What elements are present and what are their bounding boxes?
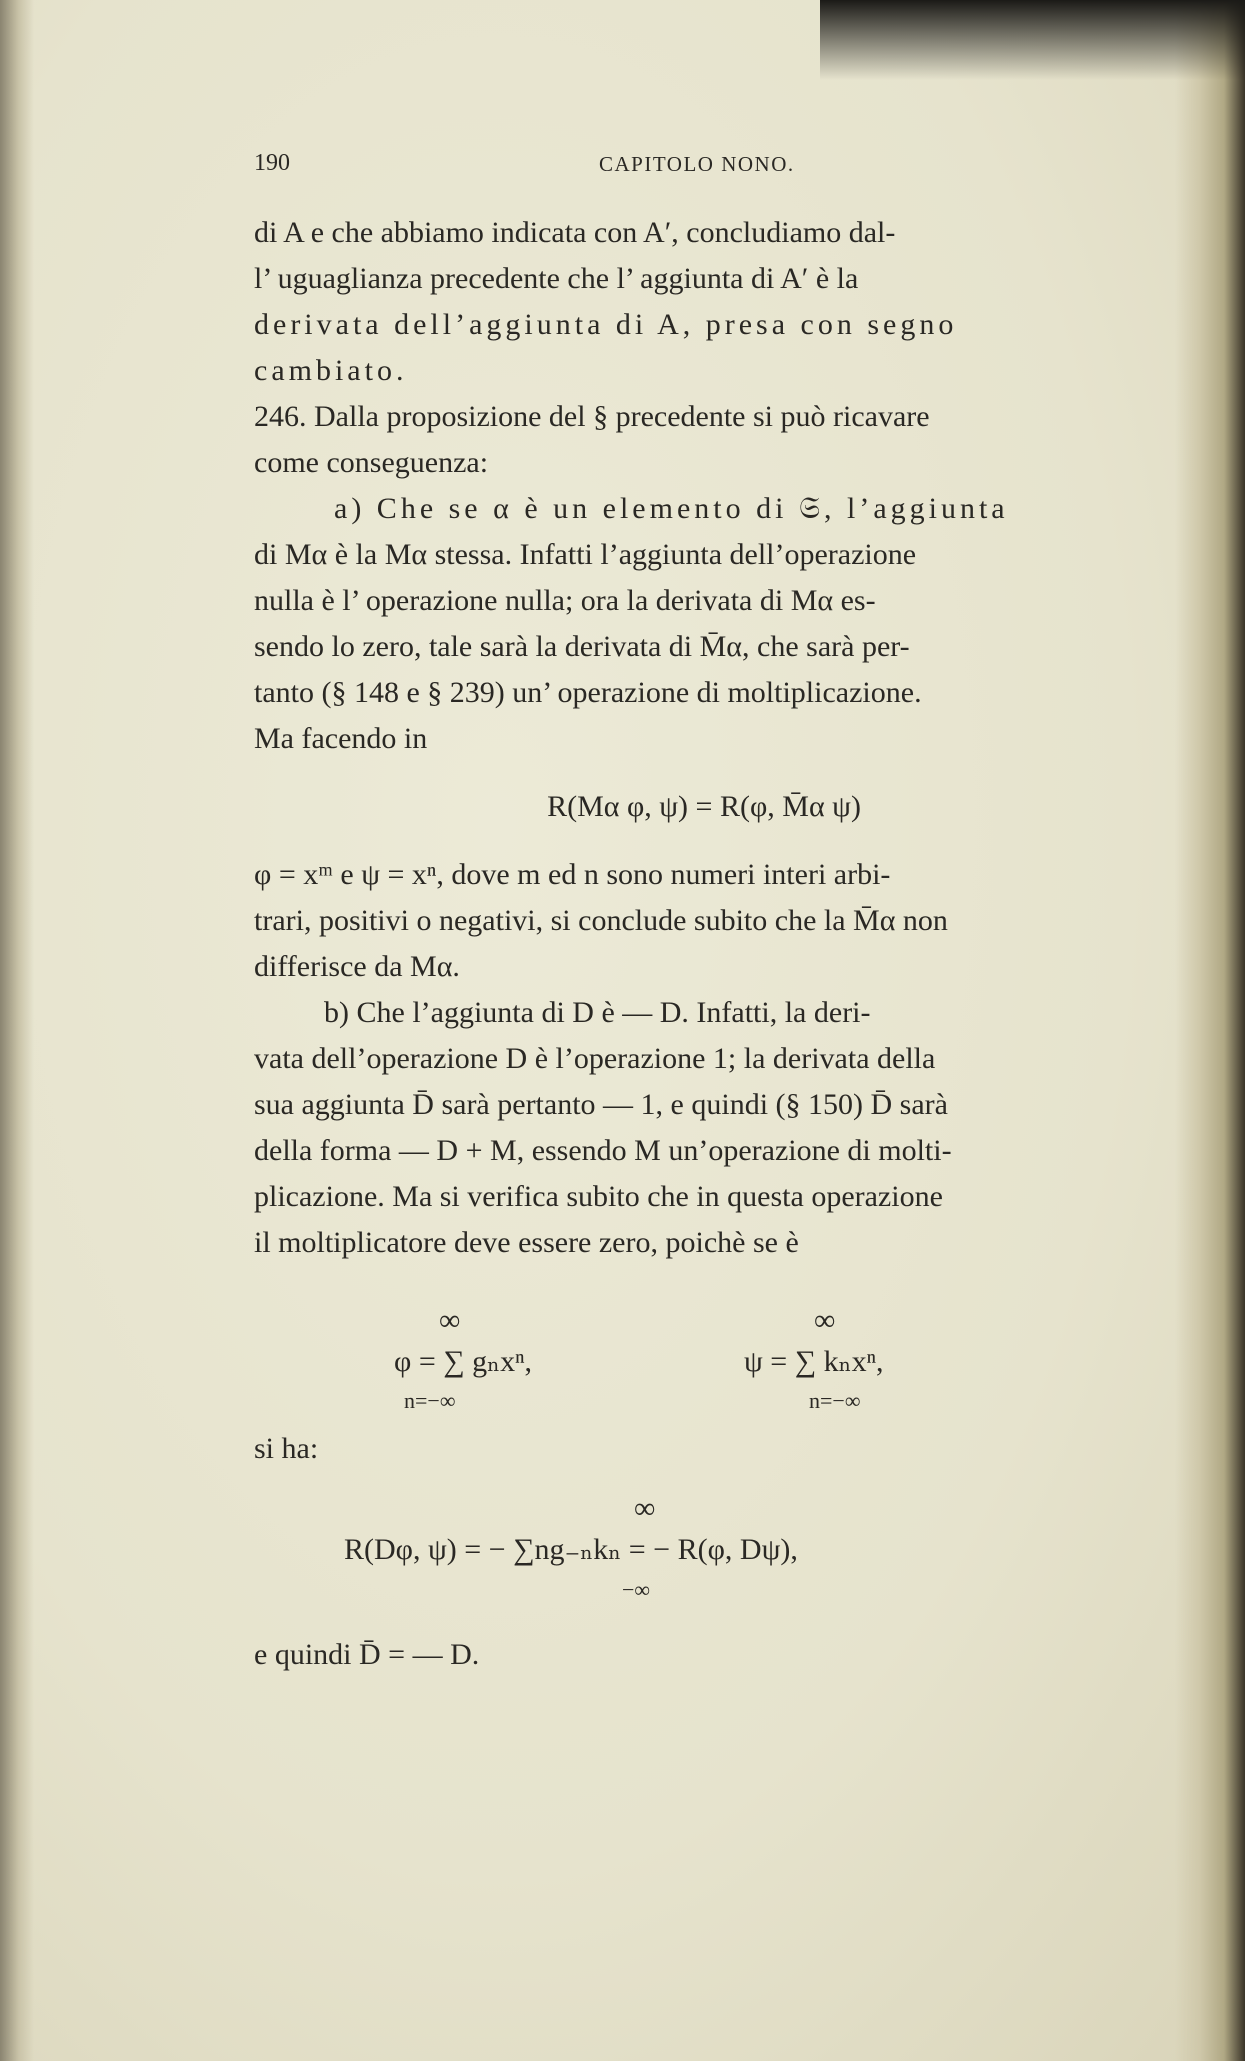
page-header — [254, 150, 1154, 190]
final-line: e quindi D̄ = — D. — [254, 1638, 480, 1671]
text-line: come conseguenza: — [254, 446, 489, 479]
text-line: vata dell’operazione D è l’operazione 1; la derivata della — [254, 1042, 936, 1075]
si-ha-line: si ha: — [254, 1432, 319, 1465]
text-line: tanto (§ 148 e § 239) un’ operazione di moltiplicazione. — [254, 676, 922, 709]
page-number: 190 — [254, 150, 290, 176]
sum-upper-right: ∞ — [814, 1304, 836, 1337]
text-line: trari, positivi o negativi, si conclude subito che la M̄α non — [254, 904, 948, 937]
text-line: differisce da Mα. — [254, 950, 460, 983]
section-246-start: 246. Dalla proposizione del § precedente si può ricavare — [254, 400, 930, 433]
sum-lower-right: n=−∞ — [809, 1388, 861, 1413]
text-line: della forma — D + M, essendo M un’operazione di molti- — [254, 1134, 952, 1167]
body-text — [254, 210, 1154, 1678]
equation-2 — [254, 1266, 1154, 1416]
text-line: plicazione. Ma si verifica subito che in questa operazione — [254, 1180, 943, 1213]
text-line: l’ uguaglianza precedente che l’ aggiunta di A′ è la — [254, 262, 859, 295]
sum-lower-left: n=−∞ — [404, 1388, 456, 1413]
text-line: sendo lo zero, tale sarà la derivata di M̄α, che sarà per- — [254, 630, 910, 663]
spine-shadow — [0, 0, 34, 2061]
item-b-start: b) Che l’aggiunta di D è — D. Infatti, la deri- — [324, 996, 871, 1029]
text-line: il moltiplicatore deve essere zero, poichè se è — [254, 1226, 799, 1259]
page-edge-shadow — [1175, 0, 1245, 2061]
text-line: nulla è l’ operazione nulla; ora la derivata di Mα es- — [254, 584, 876, 617]
text-line: Ma facendo in — [254, 722, 428, 755]
equation-2-left: φ = ∑ gₙxⁿ, — [394, 1345, 533, 1378]
sum-upper: ∞ — [634, 1492, 656, 1525]
text-line: sua aggiunta D̄ sarà pertanto — 1, e quindi (§ 150) D̄ sarà — [254, 1088, 948, 1121]
running-head: CAPITOLO NONO. — [599, 152, 795, 176]
text-line: cambiato. — [254, 354, 408, 387]
sum-upper-left: ∞ — [439, 1304, 461, 1337]
text-line: di A e che abbiamo indicata con A′, concludiamo dal- — [254, 216, 896, 249]
equation-2-right: ψ = ∑ kₙxⁿ, — [744, 1345, 884, 1378]
text-line: di Mα è la Mα stessa. Infatti l’aggiunta dell’operazione — [254, 538, 917, 571]
text-line: φ = xᵐ e ψ = xⁿ, dove m ed n sono numeri interi arbi- — [254, 858, 891, 891]
text-line: derivata dell’aggiunta di A, presa con segno — [254, 308, 958, 341]
background-corner — [820, 0, 1245, 80]
equation-3 — [254, 1472, 1154, 1602]
sum-lower: −∞ — [622, 1577, 651, 1602]
equation-1: R(Mα φ, ψ) = R(φ, M̄α ψ) — [547, 790, 861, 823]
equation-3-expr: R(Dφ, ψ) = − ∑ng₋ₙkₙ = − R(φ, Dψ), — [344, 1533, 798, 1566]
item-a-start: a) Che se α è un elemento di 𝔖, l’aggiunta — [334, 492, 1009, 525]
